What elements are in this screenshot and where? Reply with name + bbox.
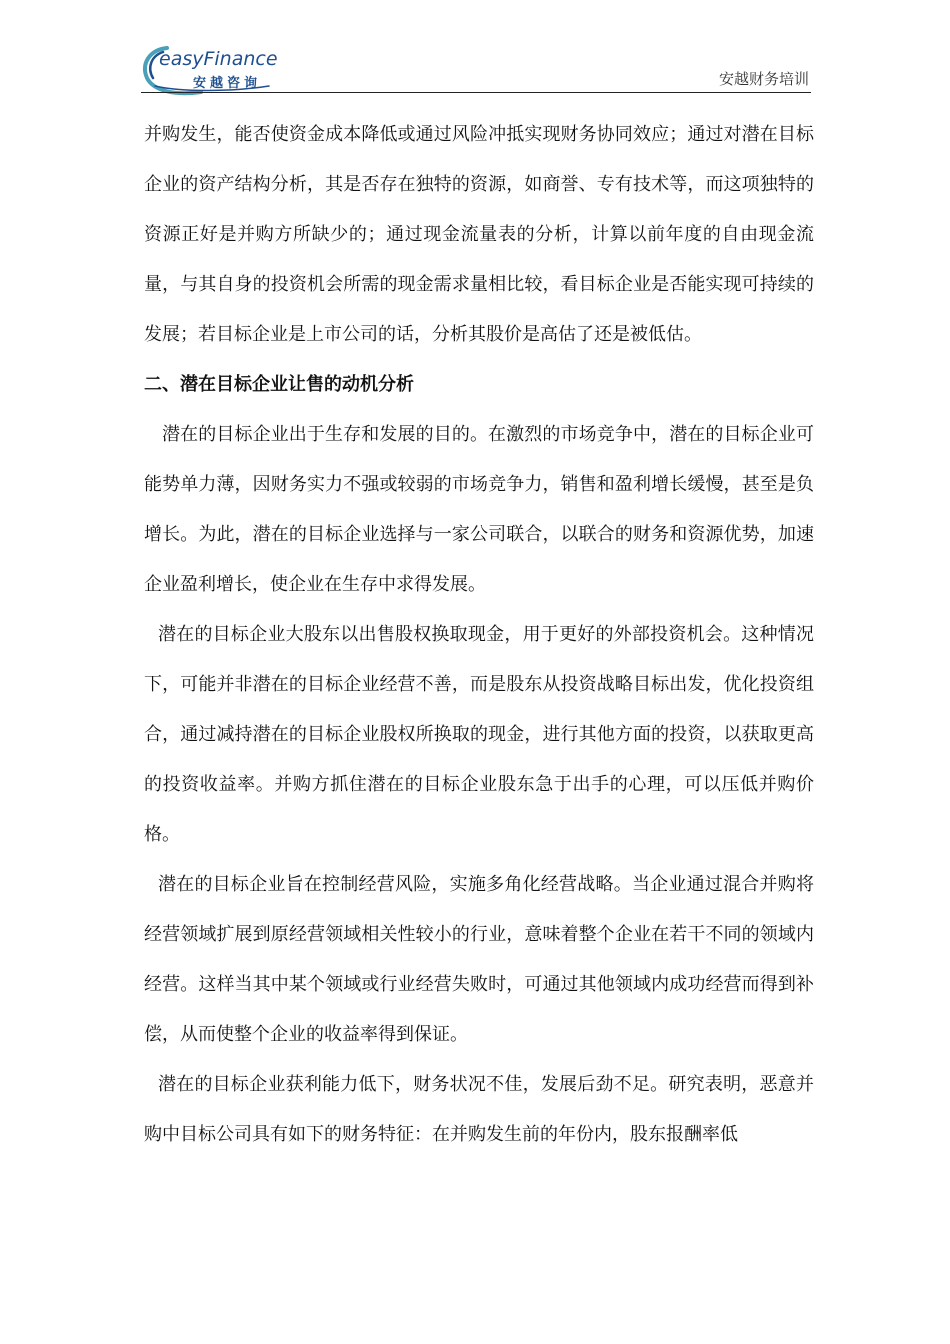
header-title: 安越财务培训 <box>718 70 809 88</box>
section-heading: 二、潜在目标企业让售的动机分析 <box>144 374 414 395</box>
document-body <box>144 110 814 1160</box>
company-logo <box>141 42 281 96</box>
logo-english-text: easyFinance <box>159 48 278 70</box>
paragraph-5: 潜在的目标企业获利能力低下，财务状况不佳，发展后劲不足。研究表明，恶意并购中目标公司具有如下的财务特征：在并购发生前的年份内，股东报酬率低 <box>144 1074 814 1145</box>
paragraph-2: 潜在的目标企业出于生存和发展的目的。在激烈的市场竞争中，潜在的目标企业可能势单力薄，因财务实力不强或较弱的市场竞争力，销售和盈利增长缓慢，甚至是负增长。为此，潜在的目标企业选择与一家公司联合，以联合的财务和资源优势，加速企业盈利增长，使企业在生存中求得发展。 <box>144 424 814 595</box>
logo-chinese-text: 安越咨询 <box>193 76 262 91</box>
paragraph-1: 并购发生，能否使资金成本降低或通过风险冲抵实现财务协同效应；通过对潜在目标企业的资产结构分析，其是否存在独特的资源，如商誉、专有技术等，而这项独特的资源正好是并购方所缺少的；通过现金流量表的分析，计算以前年度的自由现金流量，与其自身的投资机会所需的现金需求量相比较，看目标企业是否能实现可持续的发展；若目标企业是上市公司的话，分析其股价是高估了还是被低估。 <box>144 124 814 345</box>
paragraph-3: 潜在的目标企业大股东以出售股权换取现金，用于更好的外部投资机会。这种情况下，可能并非潜在的目标企业经营不善，而是股东从投资战略目标出发，优化投资组合，通过减持潜在的目标企业股权所换取的现金，进行其他方面的投资，以获取更高的投资收益率。并购方抓住潜在的目标企业股东急于出手的心理，可以压低并购价格。 <box>144 624 814 845</box>
paragraph-4: 潜在的目标企业旨在控制经营风险，实施多角化经营战略。当企业通过混合并购将经营领域扩展到原经营领域相关性较小的行业，意味着整个企业在若干不同的领域内经营。这样当其中某个领域或行业经营失败时，可通过其他领域内成功经营而得到补偿，从而使整个企业的收益率得到保证。 <box>144 874 814 1045</box>
page-header <box>141 40 811 96</box>
header-divider <box>141 92 811 93</box>
